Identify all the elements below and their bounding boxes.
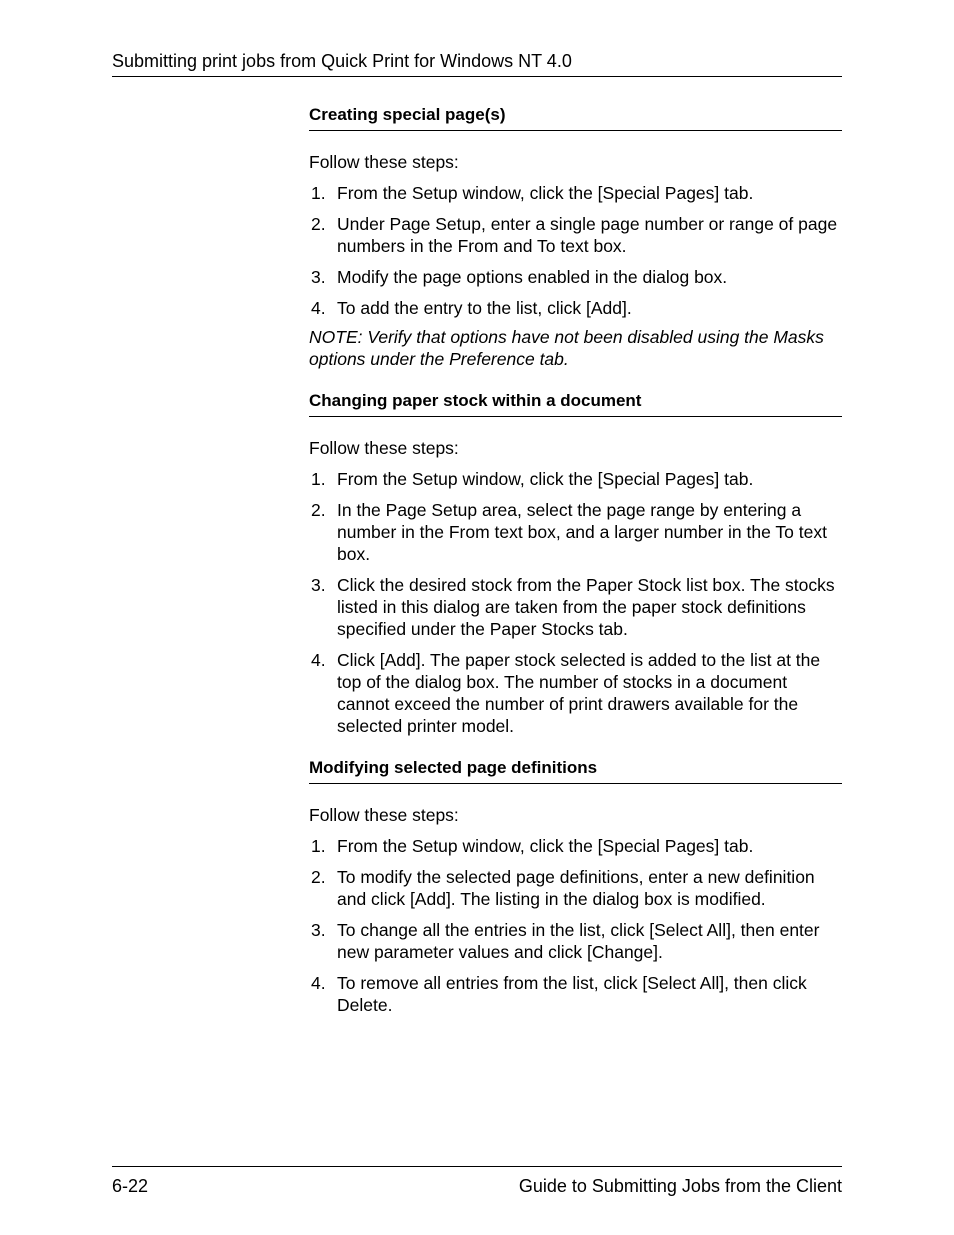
section-intro: Follow these steps: <box>309 152 459 172</box>
header-divider <box>112 76 842 77</box>
step-item <box>309 468 842 490</box>
step-item <box>309 649 842 737</box>
step-text: To modify the selected page definitions, enter a new definition and click [Add]. The listing in the dialog box is modified. <box>337 867 815 909</box>
section-intro: Follow these steps: <box>309 438 459 458</box>
step-text: Click the desired stock from the Paper Stock list box. The stocks listed in this dialog are taken from the paper stock definitions specified under the Paper Stocks tab. <box>337 575 835 639</box>
step-number: 3. <box>311 575 326 595</box>
step-text: In the Page Setup area, select the page range by entering a number in the From text box, and a larger number in the To text box. <box>337 500 827 564</box>
step-item <box>309 972 842 1016</box>
step-number: 2. <box>311 500 326 520</box>
section-changing-paper-stock <box>309 390 842 737</box>
section-intro: Follow these steps: <box>309 805 459 825</box>
section-modifying-page-definitions <box>309 757 842 1016</box>
step-number: 1. <box>311 183 326 203</box>
step-text: Under Page Setup, enter a single page number or range of page numbers in the From and To text box. <box>337 214 838 256</box>
step-number: 3. <box>311 267 326 287</box>
footer-divider <box>112 1166 842 1167</box>
step-item <box>309 266 842 288</box>
step-number: 4. <box>311 298 326 318</box>
step-text: From the Setup window, click the [Special Pages] tab. <box>337 183 754 203</box>
step-item <box>309 499 842 565</box>
step-number: 2. <box>311 214 326 234</box>
step-list <box>309 182 842 319</box>
step-item <box>309 182 842 204</box>
step-list <box>309 468 842 737</box>
running-header: Submitting print jobs from Quick Print for Windows NT 4.0 <box>112 51 572 71</box>
step-item <box>309 835 842 857</box>
step-item <box>309 866 842 910</box>
page-number: 6-22 <box>112 1176 149 1196</box>
step-text: To add the entry to the list, click [Add]. <box>337 298 632 318</box>
step-list <box>309 835 842 1016</box>
step-item <box>309 919 842 963</box>
guide-title: Guide to Submitting Jobs from the Client <box>518 1176 842 1196</box>
step-item <box>309 574 842 640</box>
step-number: 4. <box>311 650 326 670</box>
section-creating-special-pages <box>309 104 842 370</box>
page-footer <box>112 1175 842 1197</box>
step-text: From the Setup window, click the [Special Pages] tab. <box>337 836 754 856</box>
step-number: 1. <box>311 836 326 856</box>
step-text: Modify the page options enabled in the dialog box. <box>337 267 728 287</box>
section-heading: Modifying selected page definitions <box>309 757 842 784</box>
section-heading: Changing paper stock within a document <box>309 390 842 417</box>
section-heading: Creating special page(s) <box>309 104 842 131</box>
step-text: Click [Add]. The paper stock selected is added to the list at the top of the dialog box. The number of stocks in a document cannot exceed the number of print drawers available for the selected printer model. <box>337 650 821 736</box>
step-number: 4. <box>311 973 326 993</box>
step-text: From the Setup window, click the [Special Pages] tab. <box>337 469 754 489</box>
step-text: To change all the entries in the list, click [Select All], then enter new parameter values and click [Change]. <box>337 920 820 962</box>
note-text: NOTE: Verify that options have not been disabled using the Masks options under the Preference tab. <box>309 327 824 369</box>
step-number: 2. <box>311 867 326 887</box>
step-number: 1. <box>311 469 326 489</box>
page-content <box>309 104 842 1016</box>
step-item <box>309 213 842 257</box>
step-text: To remove all entries from the list, click [Select All], then click Delete. <box>337 973 807 1015</box>
step-number: 3. <box>311 920 326 940</box>
step-item <box>309 297 842 319</box>
